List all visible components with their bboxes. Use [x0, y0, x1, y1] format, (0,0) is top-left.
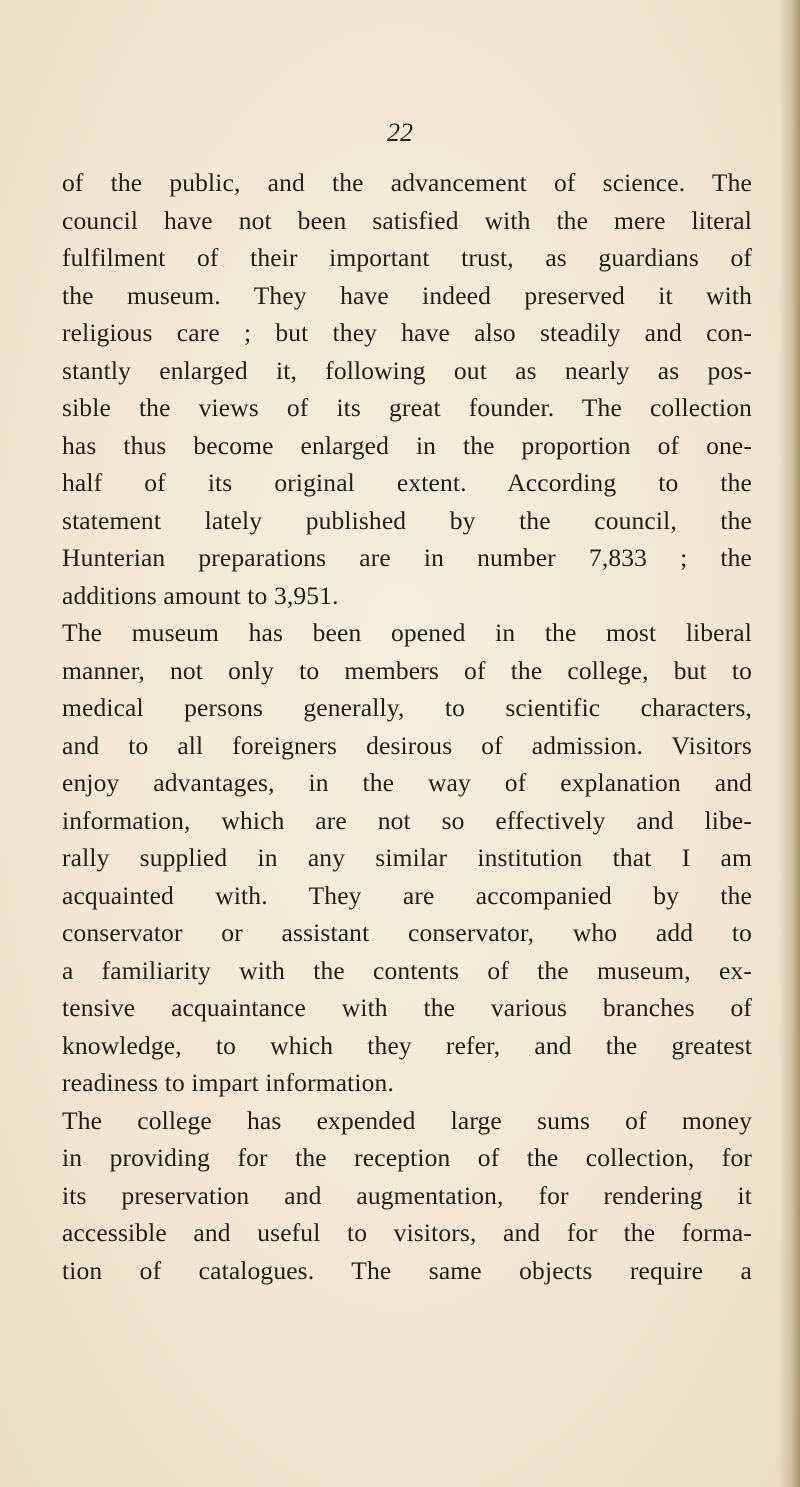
text-line: religious care ; but they have also steadily and con-	[62, 318, 752, 347]
text-line: has thus become enlarged in the proportion of one-	[62, 430, 752, 460]
page-edge-shadow	[778, 0, 800, 1487]
text-line: its preservation and augmentation, for rendering it	[62, 1180, 752, 1210]
text-line: Hunterian preparations are in number 7,833 ; the	[62, 543, 752, 572]
text-line: fulfilment of their important trust, as guardians of	[62, 243, 752, 272]
text-line: stantly enlarged it, following out as nearly as pos-	[62, 355, 752, 385]
text-line: and to all foreigners desirous of admission. Visitors	[62, 730, 752, 760]
text-line: medical persons generally, to scientific characters,	[62, 693, 752, 722]
text-line: manner, not only to members of the college, but to	[62, 655, 752, 685]
text-line: information, which are not so effectively and libe-	[62, 805, 752, 835]
text-line: rally supplied in any similar institution that I am	[62, 843, 752, 872]
text-line: the museum. They have indeed preserved it with	[62, 280, 752, 310]
text-line: knowledge, to which they refer, and the greatest	[62, 1030, 752, 1060]
text-line: The museum has been opened in the most liberal	[62, 618, 752, 647]
text-line: conservator or assistant conservator, who add to	[62, 918, 752, 947]
body-text	[62, 164, 752, 1289]
text-line: acquainted with. They are accompanied by the	[62, 880, 752, 910]
text-line: tensive acquaintance with the various branches of	[62, 993, 752, 1022]
text-line: accessible and useful to visitors, and for the forma-	[62, 1218, 752, 1247]
text-line: statement lately published by the council, the	[62, 505, 752, 535]
page-number: 22	[387, 118, 413, 147]
text-line: a familiarity with the contents of the museum, ex-	[62, 955, 752, 985]
text-line: enjoy advantages, in the way of explanation and	[62, 768, 752, 797]
text-line: tion of catalogues. The same objects require a	[62, 1255, 752, 1285]
text-line: additions amount to 3,951.	[62, 580, 339, 610]
text-line: half of its original extent. According to the	[62, 468, 752, 497]
text-line: readiness to impart information.	[62, 1068, 394, 1097]
text-line: in providing for the reception of the collection, for	[62, 1143, 752, 1172]
text-line: The college has expended large sums of money	[62, 1105, 752, 1135]
text-line: of the public, and the advancement of science. The	[62, 168, 752, 197]
text-line: sible the views of its great founder. The collection	[62, 393, 752, 422]
text-line: council have not been satisfied with the mere literal	[62, 205, 752, 235]
